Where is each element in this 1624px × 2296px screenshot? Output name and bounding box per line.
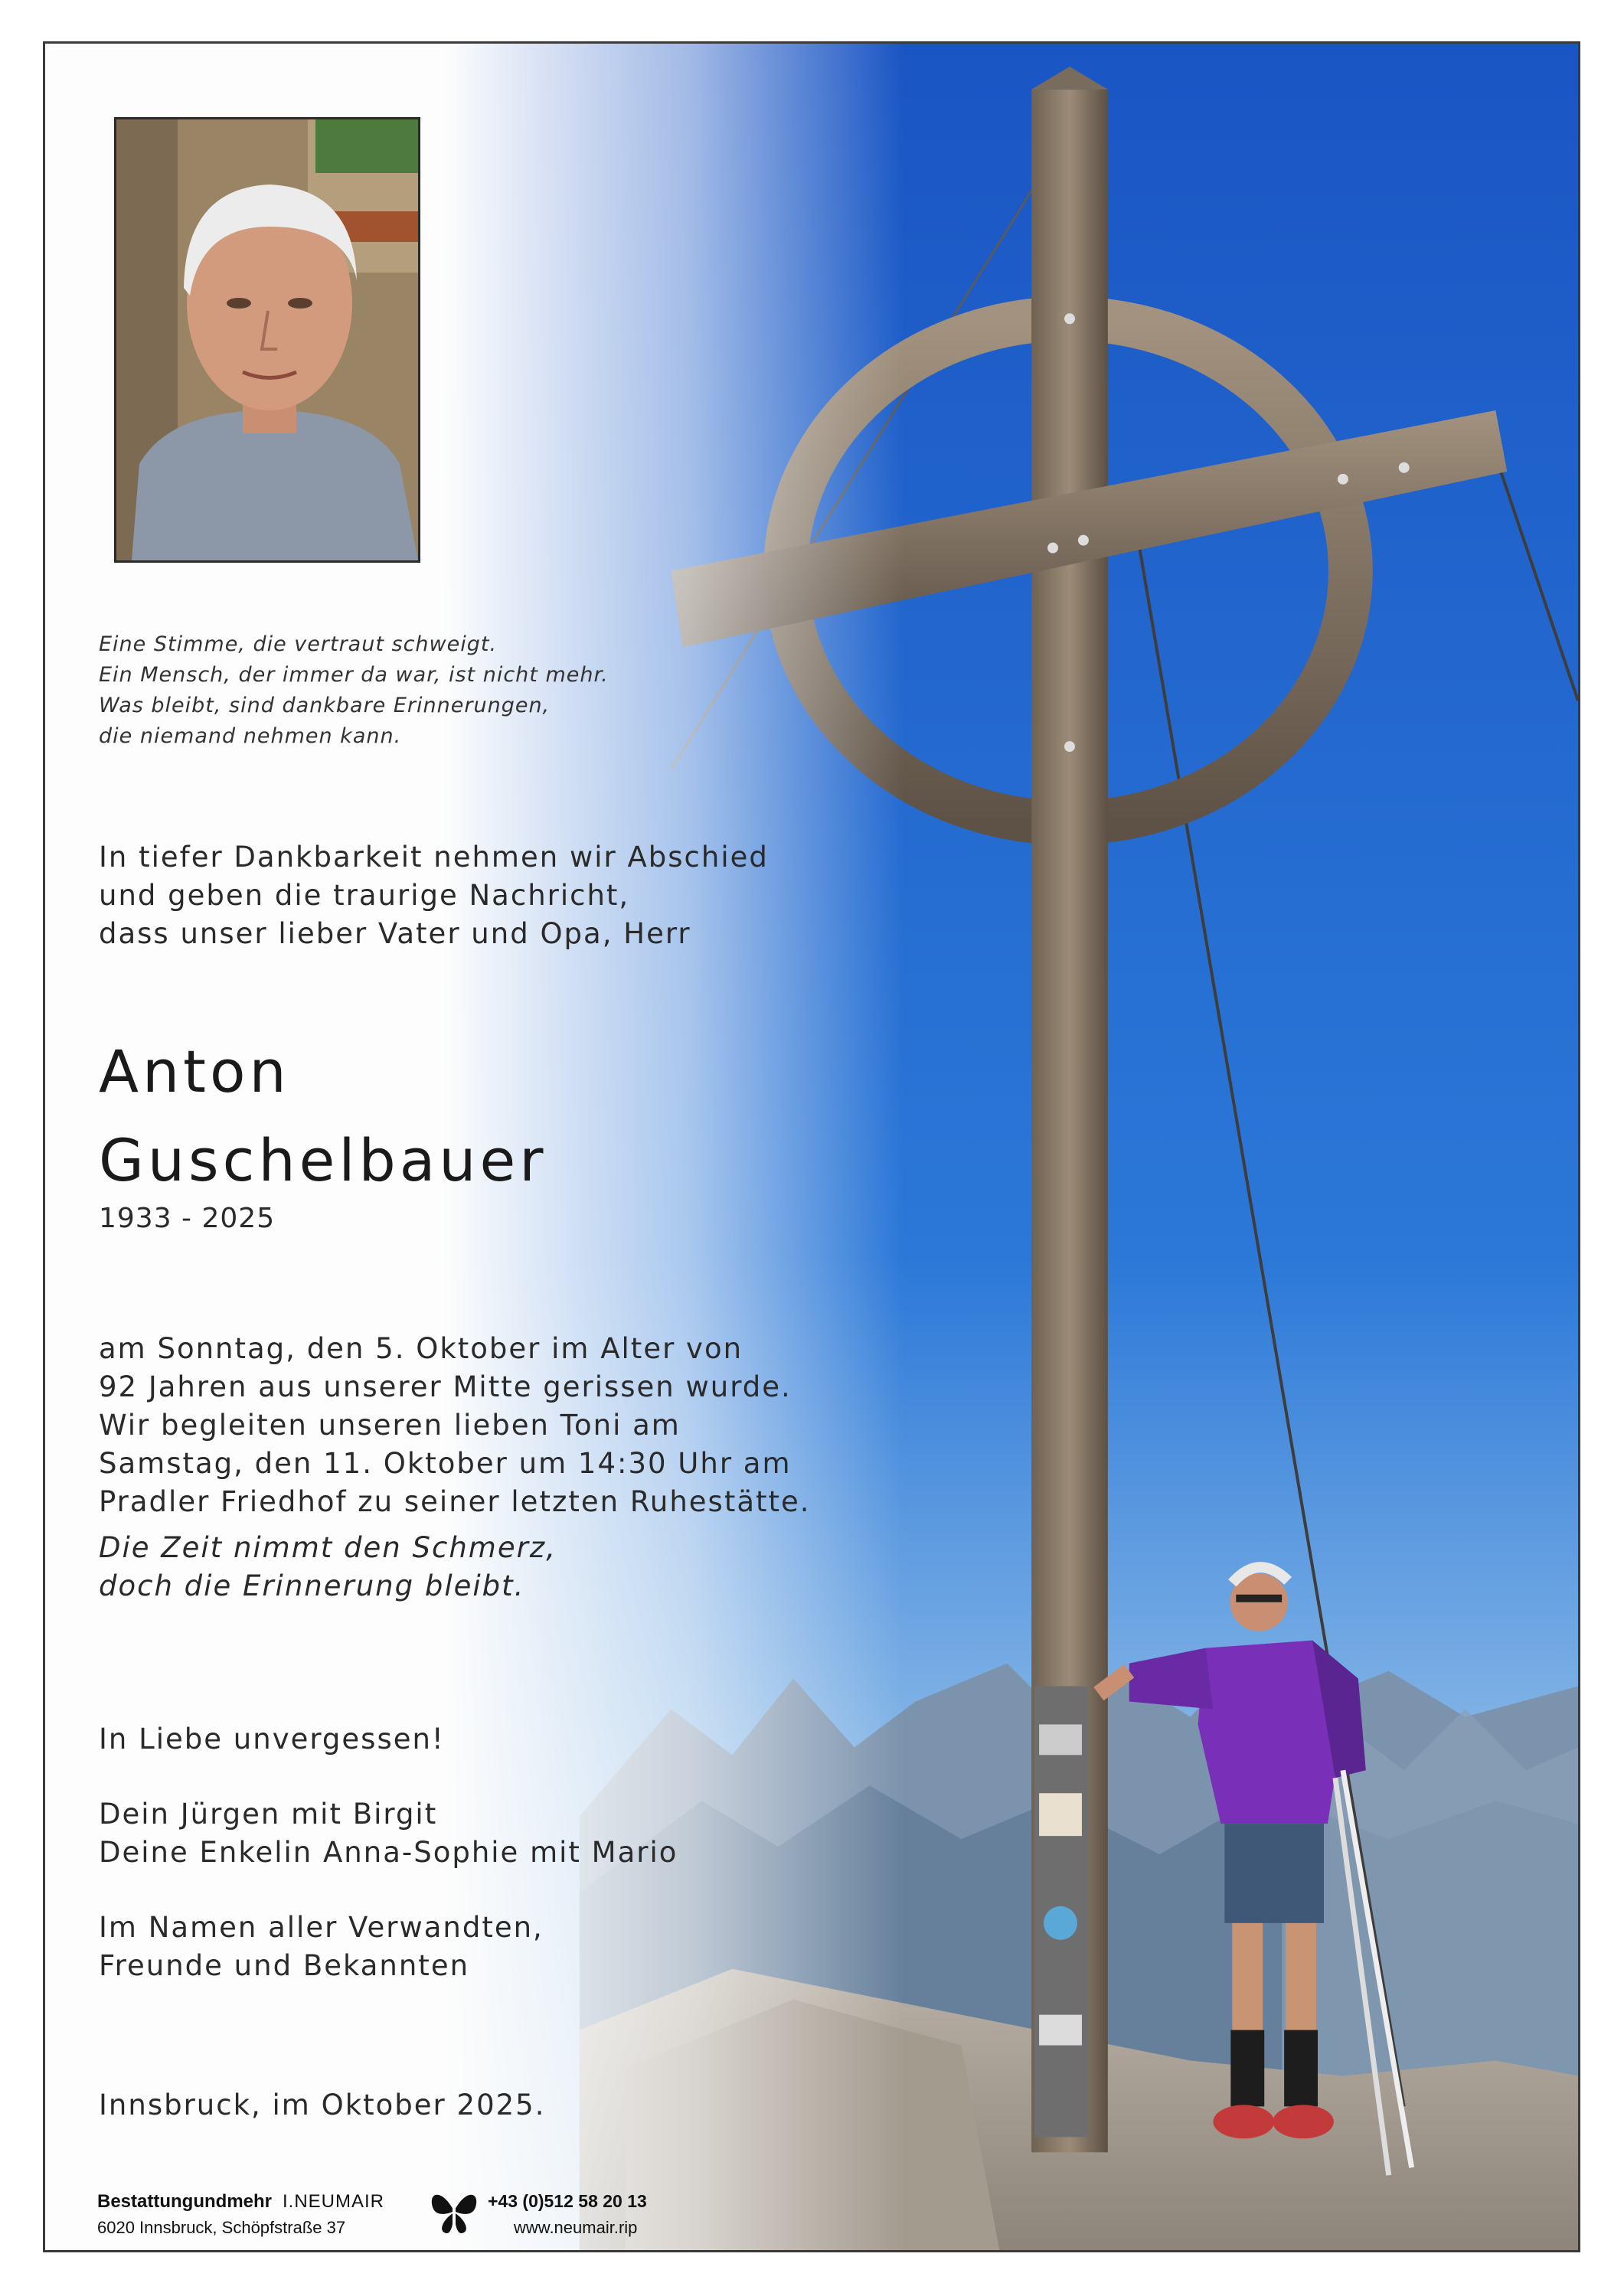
portrait-image <box>116 119 418 560</box>
butterfly-logo-icon <box>426 2184 482 2238</box>
opening-poem: Eine Stimme, die vertraut schweigt. Ein Mensch, der immer da war, ist nicht mehr. Was bleibt, sind dankbare Erinnerungen, die niemand nehmen kann. <box>99 632 609 748</box>
funeral-home-name <box>97 2191 384 2213</box>
funeral-home-address: 6020 Innsbruck, Schöpfstraße 37 <box>97 2218 346 2237</box>
obituary-page <box>43 41 1580 2252</box>
website-link[interactable]: www.neumair.rip <box>514 2218 638 2237</box>
family-signatures: Dein Jürgen mit Birgit Deine Enkelin Anna-Sophie mit Mario <box>99 1798 678 1869</box>
funeral-details: am Sonntag, den 5. Oktober im Alter von 92 Jahren aus unserer Mitte gerissen wurde. Wir begleiten unseren lieben Toni am Samstag, den 11. Oktober um 14:30 Uhr am Pradler Friedhof zu seiner letzten Ruhestätte. <box>99 1332 811 1518</box>
deceased-name: Anton Guschelbauer <box>99 1037 547 1194</box>
brand-name: I.NEUMAIR <box>283 2191 385 2212</box>
life-years: 1933 - 2025 <box>99 1203 276 1234</box>
phone-number: +43 (0)512 58 20 13 <box>488 2191 647 2211</box>
closing-quote: Die Zeit nimmt den Schmerz, doch die Erinnerung bleibt. <box>99 1531 557 1602</box>
portrait-photo <box>114 117 420 563</box>
in-loving-memory: In Liebe unvergessen! <box>99 1723 445 1755</box>
announcement-intro: In tiefer Dankbarkeit nehmen wir Abschied und geben die traurige Nachricht, dass unser lieber Vater und Opa, Herr <box>99 841 769 950</box>
relatives-note: Im Namen aller Verwandten, Freunde und Bekannten <box>99 1911 544 1982</box>
company-name: Bestattungundmehr <box>97 2191 272 2212</box>
place-and-date: Innsbruck, im Oktober 2025. <box>99 2089 546 2121</box>
